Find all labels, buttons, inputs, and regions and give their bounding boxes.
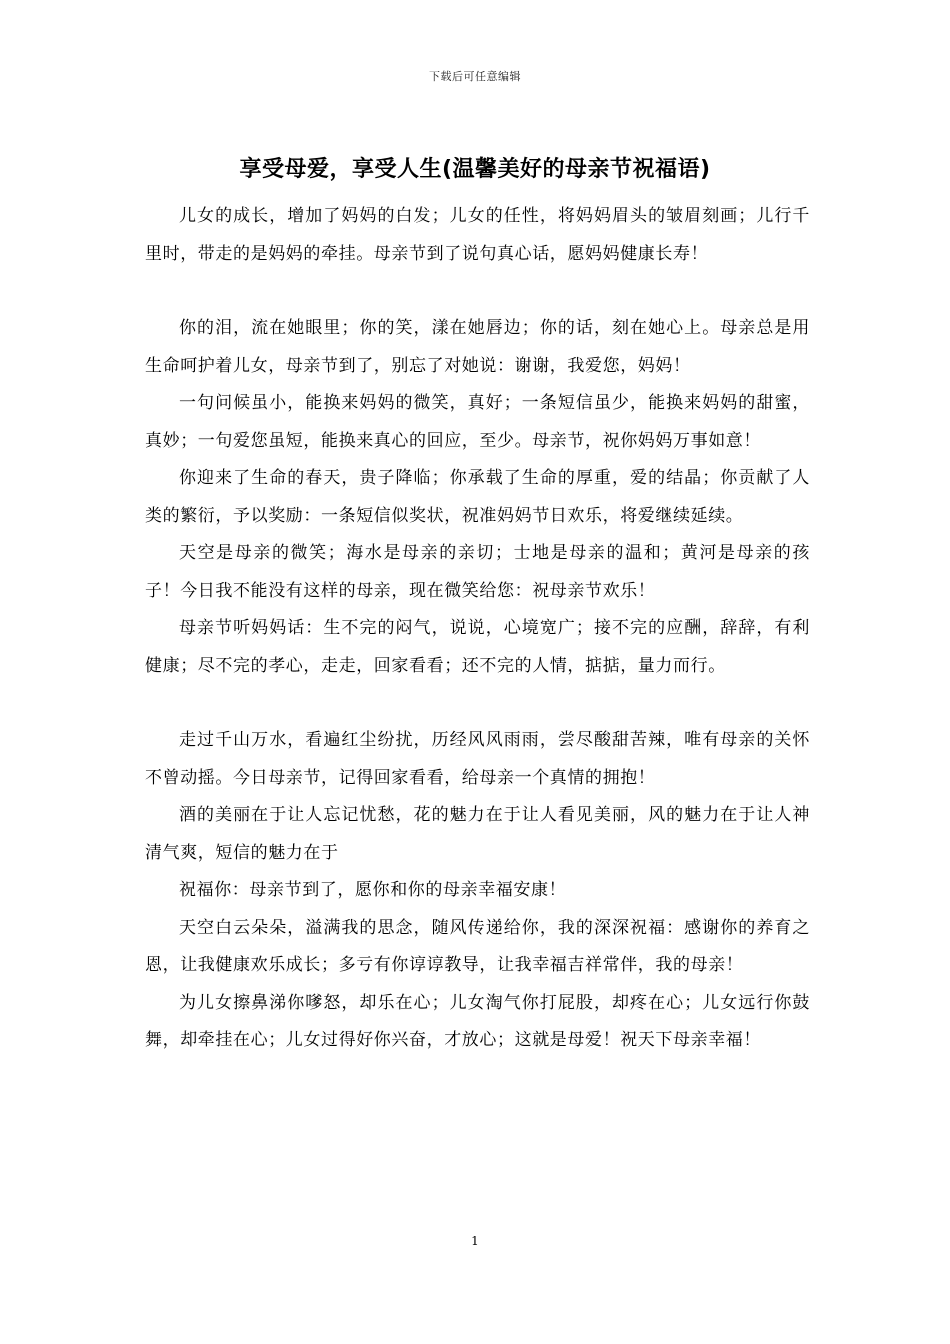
paragraph: 走过千山万水，看遍红尘纷扰，历经风风雨雨，尝尽酸甜苦辣，唯有母亲的关怀不曾动摇。今日母亲节，记得回家看看，给母亲一个真情的拥抱！ [145, 730, 810, 788]
paragraph: 一句问候虽小，能换来妈妈的微笑，真好；一条短信虽少，能换来妈妈的甜蜜，真妙；一句爱您虽短，能换来真心的回应，至少。母亲节，祝你妈妈万事如意！ [145, 393, 810, 451]
paragraph: 酒的美丽在于让人忘记忧愁，花的魅力在于让人看见美丽，风的魅力在于让人神清气爽，短信的魅力在于 [145, 805, 810, 863]
paragraph: 祝福你：母亲节到了，愿你和你的母亲幸福安康！ [179, 880, 567, 900]
paragraph: 为儿女擦鼻涕你嗲怒，却乐在心；儿女淘气你打屁股，却疼在心；儿女远行你鼓舞，却牵挂在心；儿女过得好你兴奋，才放心；这就是母爱！祝天下母亲幸福！ [145, 992, 810, 1050]
paragraph: 儿女的成长，增加了妈妈的白发；儿女的任性，将妈妈眉头的皱眉刻画；儿行千里时，带走的是妈妈的牵挂。母亲节到了说句真心话，愿妈妈健康长寿！ [145, 206, 810, 264]
document-body [145, 198, 810, 1060]
header-note: 下载后可任意编辑 [429, 70, 521, 83]
paragraph: 你迎来了生命的春天，贵子降临；你承载了生命的厚重，爱的结晶；你贡献了人类的繁衍，予以奖励：一条短信似奖状，祝准妈妈节日欢乐，将爱继续延续。 [145, 468, 810, 526]
paragraph: 母亲节听妈妈话：生不完的闷气，说说，心境宽广；接不完的应酬，辞辞，有利健康；尽不完的孝心，走走，回家看看；还不完的人情，掂掂，量力而行。 [145, 618, 810, 676]
paragraph: 天空白云朵朵，溢满我的思念，随风传递给你，我的深深祝福：感谢你的养育之恩，让我健康欢乐成长；多亏有你谆谆教导，让我幸福吉祥常伴，我的母亲！ [145, 917, 810, 975]
document-title: 享受母爱，享受人生(温馨美好的母亲节祝福语) [239, 157, 711, 182]
paragraph: 天空是母亲的微笑；海水是母亲的亲切；士地是母亲的温和；黄河是母亲的孩子！今日我不能没有这样的母亲，现在微笑给您：祝母亲节欢乐！ [145, 543, 810, 601]
page-number: 1 [471, 1234, 479, 1248]
paragraph: 你的泪，流在她眼里；你的笑，漾在她唇边；你的话，刻在她心上。母亲总是用生命呵护着儿女，母亲节到了，别忘了对她说：谢谢，我爱您，妈妈！ [145, 318, 810, 376]
